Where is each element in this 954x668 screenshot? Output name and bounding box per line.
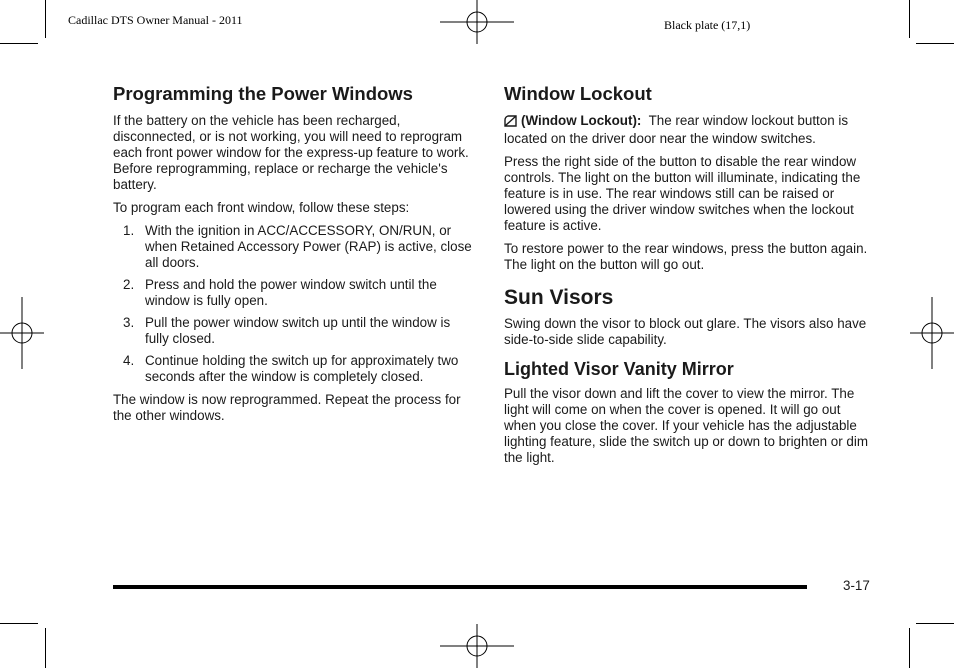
crop-mark-tr-v <box>909 0 910 38</box>
step-number: 1. <box>123 223 135 238</box>
step-number: 3. <box>123 315 135 330</box>
step-number: 4. <box>123 353 135 368</box>
plate-label: Black plate (17,1) <box>664 18 751 32</box>
list-item <box>113 315 473 347</box>
right-column <box>504 83 870 473</box>
window-lockout-icon <box>504 115 517 131</box>
mirror-paragraph: Pull the visor down and lift the cover to view the mirror. The light will come on when the cover is opened. It will go out when you close the cover. If your vehicle has the adjustable lighting feature, slide the switch up or down to brighten or dim the light. <box>504 386 868 465</box>
registration-mark-top <box>440 0 514 44</box>
crop-mark-bl-h <box>0 623 38 624</box>
page-number: 3-17 <box>843 578 870 593</box>
lockout-paragraph <box>504 113 870 147</box>
step-text: Press and hold the power window switch until the window is fully open. <box>145 277 437 308</box>
lockout-paragraph-2: Press the right side of the button to disable the rear window controls. The light on the button will illuminate, indicating the feature is in use. The rear windows still can be raised or lowered using the driver window switches when the lockout feature is active. <box>504 154 861 233</box>
steps-lead: To program each front window, follow these steps: <box>113 200 410 215</box>
crop-mark-bl-v <box>45 628 46 668</box>
step-text: With the ignition in ACC/ACCESSORY, ON/RUN, or when Retained Accessory Power (RAP) is active, close all doors. <box>145 223 472 270</box>
footer-rule <box>113 585 807 589</box>
lockout-text: The rear window lockout button is located on the driver door near the window switches. <box>504 113 849 146</box>
closing-paragraph: The window is now reprogrammed. Repeat the process for the other windows. <box>113 392 461 423</box>
crop-mark-tl-h <box>0 43 38 44</box>
visors-paragraph: Swing down the visor to block out glare. The visors also have side-to-side slide capability. <box>504 316 867 347</box>
registration-mark-left <box>0 297 44 369</box>
step-text: Continue holding the switch up for approximately two seconds after the window is completely closed. <box>145 353 459 384</box>
crop-mark-tr-h <box>916 43 954 44</box>
lockout-paragraph-3: To restore power to the rear windows, press the button again. The light on the button will go out. <box>504 241 868 272</box>
list-item <box>113 277 473 309</box>
manual-title: Cadillac DTS Owner Manual - 2011 <box>68 13 243 27</box>
steps-list <box>113 223 473 385</box>
crop-mark-br-h <box>916 623 954 624</box>
intro-paragraph: If the battery on the vehicle has been recharged, disconnected, or is not working, you will need to reprogram each front power window for the express-up feature to work. Before reprogramming, replace or recharge the vehicle's battery. <box>113 113 469 192</box>
section-heading-power-windows: Programming the Power Windows <box>113 83 413 104</box>
section-heading-sun-visors: Sun Visors <box>504 286 614 309</box>
lockout-label: (Window Lockout): <box>521 113 642 128</box>
crop-mark-br-v <box>909 628 910 668</box>
list-item <box>113 223 473 271</box>
section-heading-vanity-mirror: Lighted Visor Vanity Mirror <box>504 359 734 379</box>
registration-mark-right <box>910 297 954 369</box>
crop-mark-tl-v <box>45 0 46 38</box>
registration-mark-bottom <box>440 624 514 668</box>
list-item <box>113 353 473 385</box>
step-text: Pull the power window switch up until the window is fully closed. <box>145 315 451 346</box>
step-number: 2. <box>123 277 135 292</box>
left-column <box>113 83 473 431</box>
section-heading-window-lockout: Window Lockout <box>504 83 652 104</box>
